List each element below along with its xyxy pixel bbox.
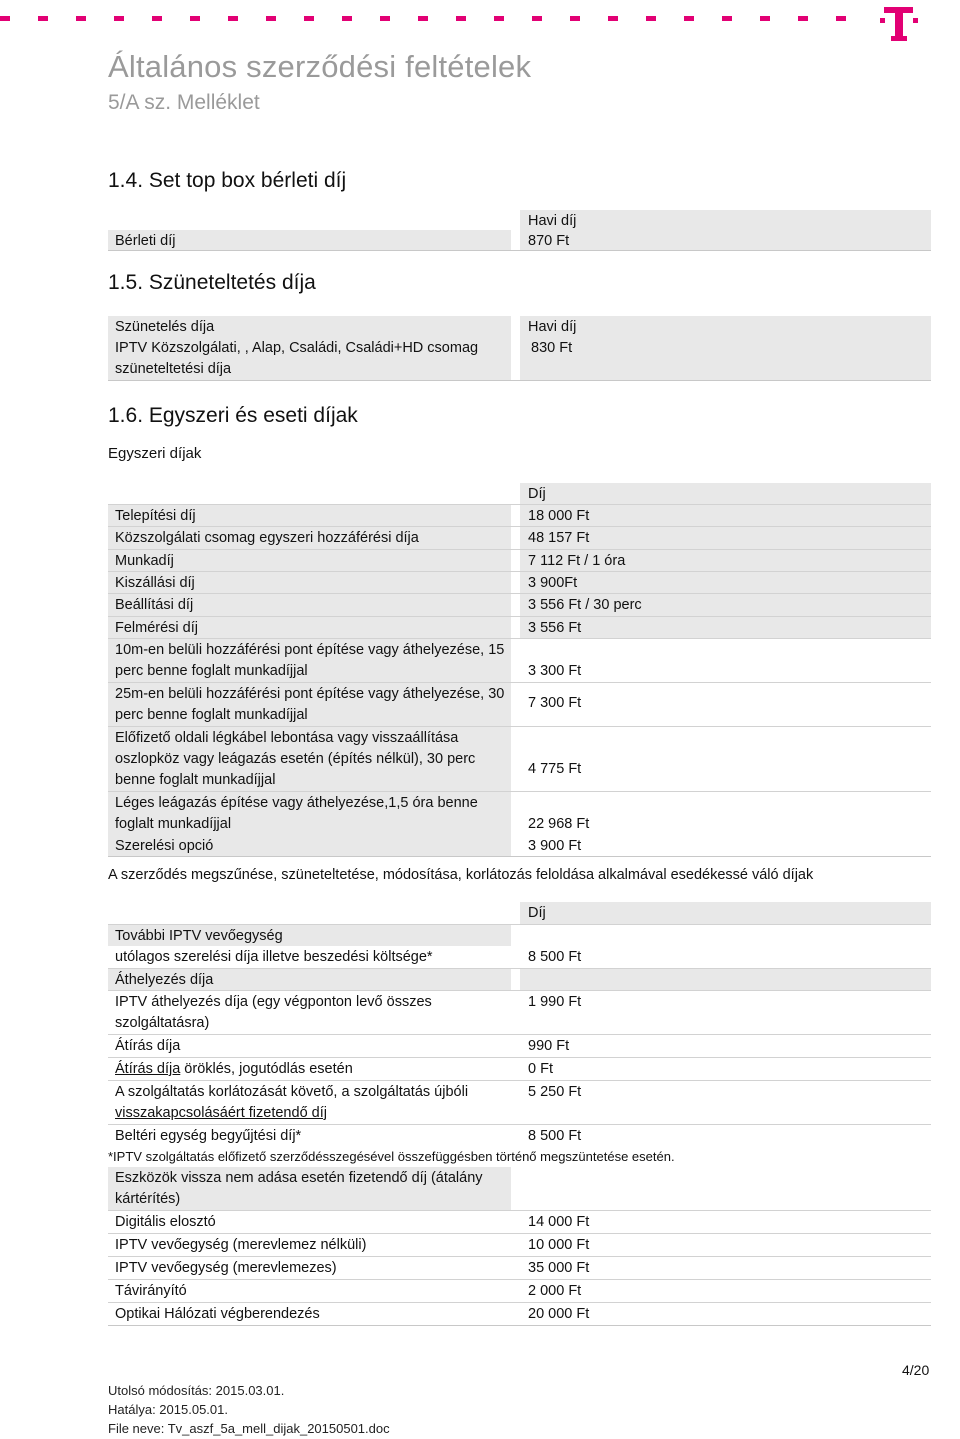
table-termination-fees bbox=[108, 902, 931, 1146]
label-rest: öröklés, jogutódlás esetén bbox=[180, 1061, 353, 1077]
table-row-value: 8 500 Ft bbox=[528, 1128, 582, 1144]
label-header: Szünetelés díja bbox=[115, 319, 215, 335]
row-value: 870 Ft bbox=[528, 233, 570, 249]
table-row-label: Távirányító bbox=[115, 1283, 187, 1299]
page-number: 4/20 bbox=[902, 1362, 930, 1378]
table-row-value: 3 300 Ft bbox=[528, 663, 582, 679]
table-row-label: Áthelyezés díja bbox=[115, 972, 214, 988]
table-row-value: 14 000 Ft bbox=[528, 1214, 590, 1230]
table-row-value: 7 300 Ft bbox=[528, 695, 582, 711]
column-header: Díj bbox=[528, 905, 546, 921]
table-set-top-box bbox=[108, 210, 931, 251]
table-row-label: IPTV áthelyezés díja (egy végponton levő összes szolgáltatásra) bbox=[115, 994, 432, 1031]
row-label: Bérleti díj bbox=[115, 233, 176, 249]
footnote: *IPTV szolgáltatás előfizető szerződésszegésével összefüggésben történő megszüntetése esetén. bbox=[108, 1149, 675, 1164]
table-row-value: 4 775 Ft bbox=[528, 761, 582, 777]
column-header: Havi díj bbox=[528, 319, 577, 335]
row-label: IPTV Közszolgálati, , Alap, Családi, Családi+HD csomag szüneteltetési díja bbox=[115, 340, 479, 377]
label-line-2: visszakapcsolásáért fizetendő díj bbox=[115, 1105, 327, 1121]
label-line-1: A szolgáltatás korlátozását követő, a szolgáltatás újbóli bbox=[115, 1084, 469, 1100]
table-device-compensation bbox=[108, 1167, 931, 1326]
table-row-label: Átírás díja bbox=[115, 1038, 181, 1054]
table-one-time-fees bbox=[108, 483, 931, 857]
table-row-label: Előfizető oldali légkábel lebontása vagy visszaállítása oszlopköz vagy leágazás esetén (építés nélkül), 30 perc benne foglalt munkadíjjal bbox=[115, 730, 476, 788]
table-row-label: Digitális elosztó bbox=[115, 1214, 216, 1230]
column-header: Díj bbox=[528, 486, 546, 502]
table-row-value: 20 000 Ft bbox=[528, 1306, 590, 1322]
section-heading-1-6: 1.6. Egyszeri és eseti díjak bbox=[108, 404, 358, 427]
table-suspension bbox=[108, 316, 931, 381]
table-row-value: 3 900Ft bbox=[528, 575, 578, 591]
table-row-label: utólagos szerelési díja illetve beszedési költsége* bbox=[115, 949, 433, 965]
table-row-value: 5 250 Ft bbox=[528, 1084, 582, 1100]
section-heading-1-5: 1.5. Szüneteltetés díja bbox=[108, 271, 316, 294]
row-value: 830 Ft bbox=[531, 340, 573, 356]
table-row-label: Kiszállási díj bbox=[115, 575, 195, 591]
table-row-label: Közszolgálati csomag egyszeri hozzáférési díja bbox=[115, 530, 419, 546]
table-row-label bbox=[115, 1082, 507, 1124]
footer-filename: File neve: Tv_aszf_5a_mell_dijak_20150501.doc bbox=[108, 1421, 390, 1436]
table-row-label: Telepítési díj bbox=[115, 508, 196, 524]
table-row-label: Szerelési opció bbox=[115, 838, 214, 854]
table-row-label: IPTV vevőegység (merevlemezes) bbox=[115, 1260, 337, 1276]
label-bold-part: Átírás díja bbox=[115, 1061, 181, 1077]
footer-modified: Utolsó módosítás: 2015.03.01. bbox=[108, 1383, 285, 1398]
table-row-value: 35 000 Ft bbox=[528, 1260, 590, 1276]
page-subtitle: 5/A sz. Melléklet bbox=[108, 91, 260, 114]
section-heading-termination: A szerződés megszűnése, szüneteltetése, módosítása, korlátozás feloldása alkalmával esedékessé váló díjak bbox=[108, 867, 814, 883]
table-row-value: 10 000 Ft bbox=[528, 1237, 590, 1253]
table-row-label: IPTV vevőegység (merevlemez nélküli) bbox=[115, 1237, 367, 1253]
table-row-value: 1 990 Ft bbox=[528, 994, 582, 1010]
footer-effective: Hatálya: 2015.05.01. bbox=[108, 1402, 228, 1417]
table-row-value: 8 500 Ft bbox=[528, 949, 582, 965]
table-row-value: 3 900 Ft bbox=[528, 838, 582, 854]
table-row-label: Léges leágazás építése vagy áthelyezése,1,5 óra benne foglalt munkadíjjal bbox=[115, 795, 478, 832]
table-row-value: 990 Ft bbox=[528, 1038, 570, 1054]
page-title: Általános szerződési feltételek bbox=[108, 49, 532, 84]
subheading-one-time-fees: Egyszeri díjak bbox=[108, 445, 202, 462]
table-row-value: 48 157 Ft bbox=[528, 530, 590, 546]
table-row-label: További IPTV vevőegység bbox=[115, 928, 283, 944]
section-heading-1-4: 1.4. Set top box bérleti díj bbox=[108, 169, 347, 192]
table-row-label: Felmérési díj bbox=[115, 620, 198, 636]
table-row-label: Beltéri egység begyűjtési díj* bbox=[115, 1128, 302, 1144]
table-row-label: Beállítási díj bbox=[115, 597, 194, 613]
table-row-label bbox=[115, 1059, 507, 1080]
column-header: Havi díj bbox=[528, 213, 577, 229]
table-row-label: Munkadíj bbox=[115, 553, 174, 569]
table-row-label: Optikai Hálózati végberendezés bbox=[115, 1306, 320, 1322]
table-row-value: 3 556 Ft / 30 perc bbox=[528, 597, 642, 613]
table-row-value: 0 Ft bbox=[528, 1061, 553, 1077]
table-row-value: 2 000 Ft bbox=[528, 1283, 582, 1299]
table-row-label: 10m-en belüli hozzáférési pont építése vagy áthelyezése, 15 perc benne foglalt munkadíjjal bbox=[115, 642, 505, 679]
telekom-logo bbox=[880, 4, 918, 44]
table-heading: Eszközök vissza nem adása esetén fizetendő díj (átalány kártérítés) bbox=[115, 1170, 483, 1207]
table-row-value: 3 556 Ft bbox=[528, 620, 582, 636]
header-dashed-line bbox=[0, 16, 860, 21]
table-row-value: 7 112 Ft / 1 óra bbox=[528, 553, 626, 569]
table-row-value: 18 000 Ft bbox=[528, 508, 590, 524]
table-row-label: 25m-en belüli hozzáférési pont építése vagy áthelyezése, 30 perc benne foglalt munkadíjjal bbox=[115, 686, 505, 723]
table-row-value: 22 968 Ft bbox=[528, 816, 590, 832]
